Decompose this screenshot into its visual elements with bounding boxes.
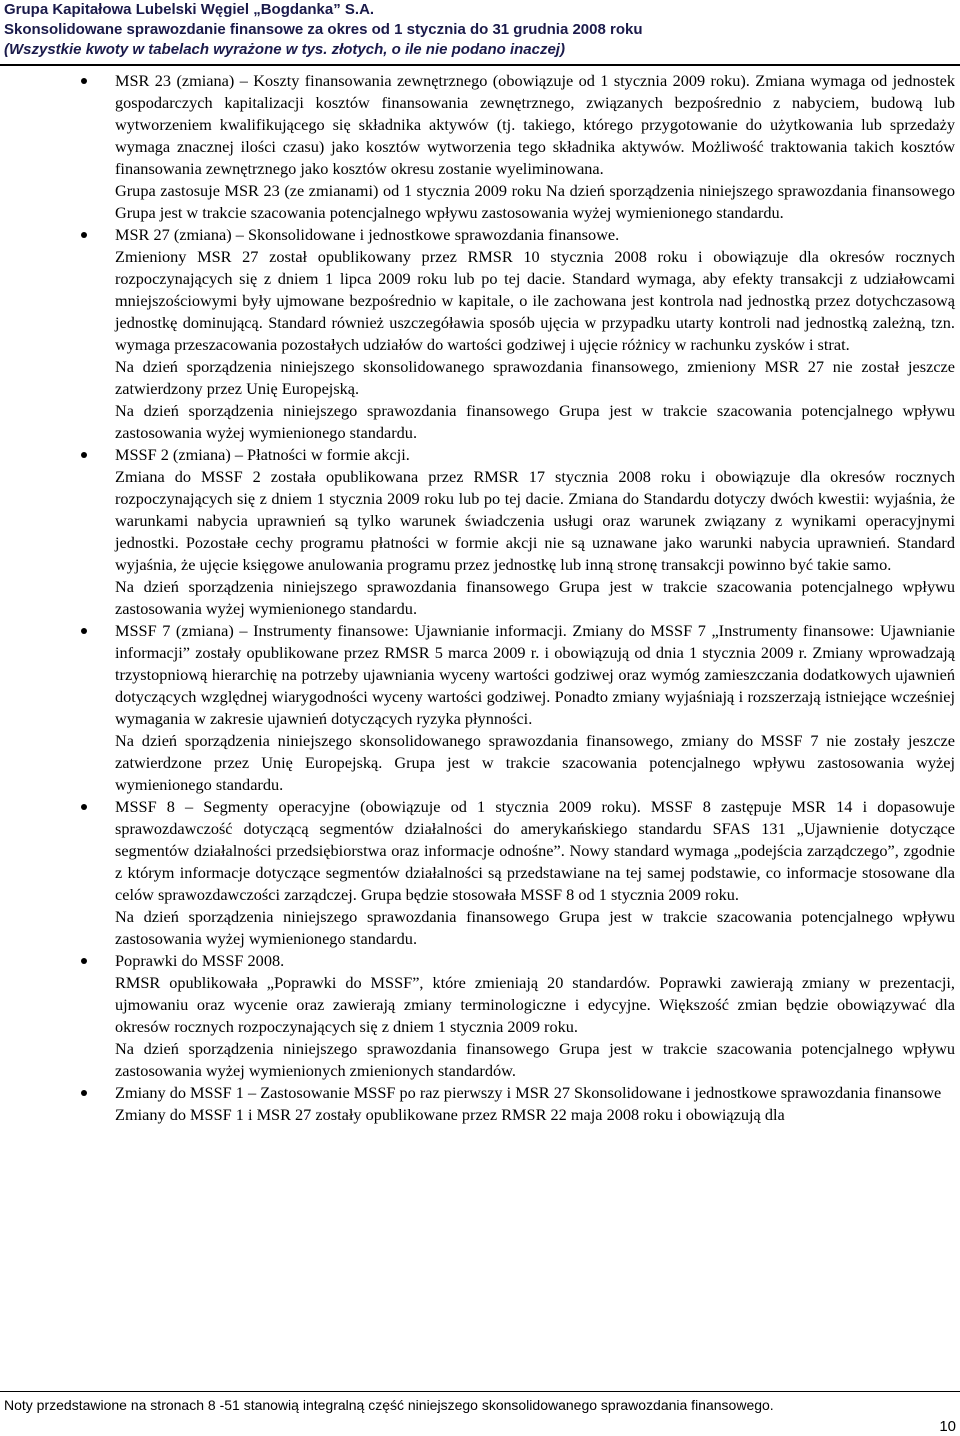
page-header <box>4 0 954 60</box>
item-paragraph: Grupa zastosuje MSR 23 (ze zmianami) od 1 stycznia 2009 roku Na dzień sporządzenia niniejszego sprawozdania finansowego Grupa jest w trakcie szacowania potencjalnego wpływu zastosowania wyżej wymienionego standardu. <box>115 181 955 222</box>
item-heading-paragraph: MSSF 2 (zmiana) – Płatności w formie akcji. <box>115 445 410 464</box>
item-paragraph: Zmiany do MSSF 1 i MSR 27 zostały opublikowane przez RMSR 22 maja 2008 roku i obowiązują dla <box>115 1105 785 1124</box>
item-heading-paragraph: MSR 23 (zmiana) – Koszty finansowania zewnętrznego (obowiązuje od 1 stycznia 2009 roku). Zmiana wymaga od jednostek gospodarczych kapitalizacji kosztów finansowania zewnętrznego, związanych bezpośrednio z nabyciem, budową lub wytworzeniem kwalifikującego się składnika aktywów (tj. takiego, którego przygotowanie do użytkowania lub sprzedaży wymaga znacznej ilości czasu) jako kosztów wytworzenia tego składnika aktywów. Możliwość traktowania takich kosztów finansowania zewnętrznego jako kosztów okresu zostanie wyeliminowana. <box>115 71 955 178</box>
amounts-note: (Wszystkie kwoty w tabelach wyrażone w tys. złotych, o ile nie podano inaczej) <box>4 41 565 58</box>
footer-divider <box>0 1391 960 1392</box>
item-heading-paragraph: Poprawki do MSSF 2008. <box>115 951 285 970</box>
item-heading-paragraph: MSSF 8 – Segmenty operacyjne (obowiązuje od 1 stycznia 2009 roku). MSSF 8 zastępuje MSR 14 i dopasowuje sprawozdawczość dotyczącą segmentów działalności do amerykańskiego standardu SFAS 131 „Ujawnienie dotyczące segmentów działalności przedsiębiorstwa oraz informacje odnośne”. Nowy standard wymaga „podejścia zarządczego”, zgodnie z którym informacje dotyczące segmentów działalności są przedstawiane na tej samej podstawie, co informacje stosowane dla celów sprawozdawczości zarządczej. Grupa będzie stosowała MSSF 8 od 1 stycznia 2009 roku. <box>115 797 955 904</box>
item-paragraph: RMSR opublikowała „Poprawki do MSSF”, które zmieniają 20 standardów. Poprawki zawierają zmiany w prezentacji, ujmowaniu oraz wycenie oraz zawierają zmiany terminologiczne i edycyjne. Większość zmian będzie obowiązywać dla okresów rocznych rozpoczynających się z dniem 1 stycznia 2009 roku. <box>115 973 955 1036</box>
list-item <box>115 70 955 224</box>
item-paragraph: Na dzień sporządzenia niniejszego sprawozdania finansowego Grupa jest w trakcie szacowania potencjalnego wpływu zastosowania wyżej wymienionego standardu. <box>115 577 955 618</box>
report-title: Skonsolidowane sprawozdanie finansowe za okres od 1 stycznia do 31 grudnia 2008 roku <box>4 21 643 38</box>
list-item <box>115 224 955 444</box>
item-paragraph: Na dzień sporządzenia niniejszego sprawozdania finansowego Grupa jest w trakcie szacowania potencjalnego wpływu zastosowania wyżej wymienionych zmienionych standardów. <box>115 1039 955 1080</box>
item-heading-paragraph: MSSF 7 (zmiana) – Instrumenty finansowe: Ujawnianie informacji. Zmiany do MSSF 7 „Instrumenty finansowe: Ujawnianie informacji” zostały opublikowane przez RMSR 5 marca 2009 r. i obowiązują od dnia 1 stycznia 2009 r. Zmiany wprowadzają trzystopniową hierarchię na potrzeby ujawniania wyceny wartości godziwej oraz wymóg zamieszczania dodatkowych ujawnień dotyczących względnej wiarygodności wyceny wartości godziwej. Ponadto zmiany wyjaśniają i rozszerzają istniejące wcześniej wymagania w zakresie ujawnień dotyczących ryzyka płynności. <box>115 621 955 728</box>
item-paragraph: Na dzień sporządzenia niniejszego skonsolidowanego sprawozdania finansowego, zmiany do MSSF 7 nie zostały jeszcze zatwierdzone przez Unię Europejską. Grupa jest w trakcie szacowania potencjalnego wpływu zastosowania wyżej wymienionego standardu. <box>115 731 955 794</box>
list-item <box>115 950 955 1082</box>
item-paragraph: Na dzień sporządzenia niniejszego sprawozdania finansowego Grupa jest w trakcie szacowania potencjalnego wpływu zastosowania wyżej wymienionego standardu. <box>115 907 955 948</box>
header-divider <box>0 64 960 66</box>
item-paragraph: Zmiana do MSSF 2 została opublikowana przez RMSR 17 stycznia 2008 roku i obowiązuje dla okresów rocznych rozpoczynających się z dniem 1 stycznia 2009 roku lub po tej dacie. Zmiana do Standardu dotyczy dwóch kwestii: wyjaśnia, że warunkami nabycia uprawnień są tylko warunek świadczenia usługi oraz warunek związany z wynikami operacyjnymi jednostki. Pozostałe cechy programu płatności w formie akcji nie są uznawane jako warunki nabycia uprawnień. Standard wyjaśnia, że ujęcie księgowe anulowania programu przez jednostkę lub inną stronę transakcji powinno być takie samo. <box>115 467 955 574</box>
item-heading-paragraph: Zmiany do MSSF 1 – Zastosowanie MSSF po raz pierwszy i MSR 27 Skonsolidowane i jednostkowe sprawozdania finansowe <box>115 1083 942 1102</box>
document-body <box>115 70 955 1126</box>
list-item <box>115 444 955 620</box>
list-item <box>115 1082 955 1126</box>
item-paragraph: Na dzień sporządzenia niniejszego skonsolidowanego sprawozdania finansowego, zmieniony MSR 27 nie został jeszcze zatwierdzony przez Unię Europejską. <box>115 357 955 398</box>
list-item <box>115 796 955 950</box>
page-number: 10 <box>939 1418 956 1435</box>
company-name: Grupa Kapitałowa Lubelski Węgiel „Bogdanka” S.A. <box>4 1 375 18</box>
item-paragraph: Na dzień sporządzenia niniejszego sprawozdania finansowego Grupa jest w trakcie szacowania potencjalnego wpływu zastosowania wyżej wymienionego standardu. <box>115 401 955 442</box>
footer-note: Noty przedstawione na stronach 8 -51 stanowią integralną część niniejszego skonsolidowanego sprawozdania finansowego. <box>4 1397 774 1413</box>
item-heading-paragraph: MSR 27 (zmiana) – Skonsolidowane i jednostkowe sprawozdania finansowe. <box>115 225 620 244</box>
item-paragraph: Zmieniony MSR 27 został opublikowany przez RMSR 10 stycznia 2008 roku i obowiązuje dla okresów rocznych rozpoczynających się z dniem 1 lipca 2009 roku lub po tej dacie. Standard wymaga, aby efekty transakcji z udziałowcami mniejszościowymi były ujmowane bezpośrednio w kapitale, o ile zachowana jest kontrola nad jednostką przez dotychczasową jednostkę dominującą. Standard również uszczegóławia sposób ujęcia w przypadku utarty kontroli nad jednostką zależną, tzn. wymaga przeszacowania pozostałych udziałów do wartości godziwej i ujęcie różnicy w rachunku zysków i strat. <box>115 247 955 354</box>
list-item <box>115 620 955 796</box>
